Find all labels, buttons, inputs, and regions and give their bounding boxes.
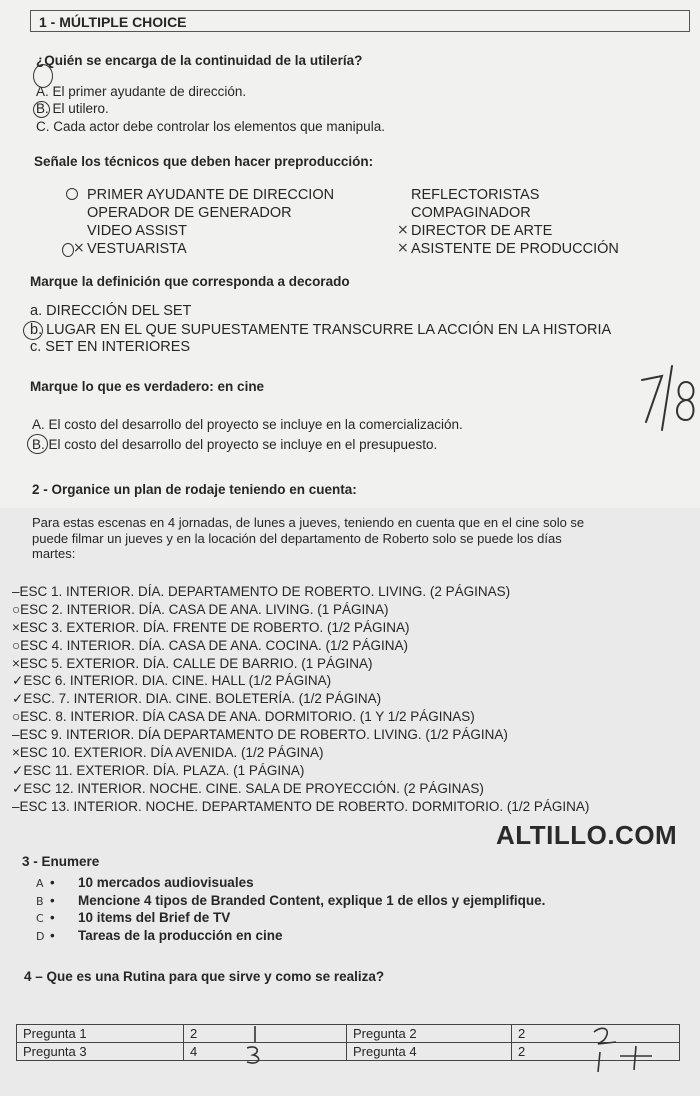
list-item (12, 583, 589, 601)
q3-question: Marque la definición que corresponda a decorado (30, 274, 350, 289)
scene-text: ESC 4. INTERIOR. DÍA. CASA DE ANA. COCINA. (1/2 PÁGINA) (20, 637, 408, 653)
q1-question: ¿Quién se encarga de la continuidad de la utilería? (36, 53, 363, 68)
q3-option-c: c. SET EN INTERIORES (30, 339, 191, 355)
scene-text: ESC 12. INTERIOR. NOCHE. CINE. SALA DE PROYECCIÓN. (2 PÁGINAS) (23, 780, 484, 796)
scene-text: ESC 13. INTERIOR. NOCHE. DEPARTAMENTO DE ROBERTO. DORMITORIO. (1/2 PÁGINA) (19, 798, 590, 814)
answer-circle-mark (33, 101, 50, 118)
handwritten-cross-mark: × (397, 222, 409, 238)
q3-option-a: a. DIRECCIÓN DEL SET (30, 303, 192, 319)
scene-mark: × (12, 655, 20, 671)
scene-mark: ○ (12, 637, 21, 653)
scene-text: ESC 6. INTERIOR. DIA. CINE. HALL (1/2 PÁGINA) (23, 673, 332, 689)
scene-mark: – (12, 727, 20, 743)
list-item (12, 726, 589, 744)
list-item (12, 780, 589, 798)
scene-mark: ○ (12, 709, 21, 725)
q2-left-4: VESTUARISTA (87, 241, 187, 257)
section3-list (36, 874, 545, 944)
item-text: Mencione 4 tipos de Branded Content, explique 1 de ellos y ejemplifique. (78, 892, 546, 908)
answer-circle-mark (27, 434, 48, 454)
scene-list (12, 583, 589, 816)
score-value: 2 (512, 1025, 680, 1043)
list-item: B • Mencione 4 tipos de Branded Content, explique 1 de ellos y ejemplifique. (36, 892, 545, 910)
q2-left-2: OPERADOR DE GENERADOR (87, 205, 292, 221)
section4-title: 4 – Que es una Rutina para que sirve y como se realiza? (24, 969, 385, 984)
scene-mark: – (12, 584, 20, 599)
item-letter: D (36, 929, 45, 943)
list-item (12, 708, 589, 726)
q2-right-4: ASISTENTE DE PRODUCCIÓN (411, 241, 619, 257)
list-item (12, 655, 589, 673)
scene-text: ESC 3. EXTERIOR. DÍA. FRENTE DE ROBERTO. (1/2 PÁGINA) (19, 619, 410, 635)
list-item (12, 690, 589, 708)
handwritten-score-marks (235, 1024, 275, 1068)
q2-right-2: COMPAGINADOR (411, 205, 531, 221)
q2-right-3: DIRECTOR DE ARTE (411, 223, 553, 239)
handwritten-cross-mark: × (73, 240, 85, 256)
list-item: C • 10 items del Brief de TV (36, 909, 545, 927)
score-value: 2 (512, 1043, 680, 1061)
scene-text: ESC. 8. INTERIOR. DÍA CASA DE ANA. DORMITORIO. (1 Y 1/2 PÁGINAS) (20, 709, 475, 725)
score-label: Pregunta 3 (17, 1043, 184, 1061)
scene-mark: ✓ (12, 673, 24, 689)
q2-right-1: REFLECTORISTAS (411, 187, 540, 203)
watermark: ALTILLO.COM (496, 820, 678, 850)
list-item (12, 744, 589, 762)
list-item (12, 672, 589, 690)
section2-intro-line1: Para estas escenas en 4 jornadas, de lunes a jueves, teniendo en cuenta que en el cine solo se (32, 515, 585, 530)
answer-circle-mark (23, 321, 43, 340)
score-value: 4 (184, 1043, 347, 1061)
list-item (12, 798, 589, 816)
q4-option-b: B. El costo del desarrollo del proyecto se incluye en el presupuesto. (32, 437, 438, 452)
score-label: Pregunta 4 (347, 1043, 512, 1061)
handwritten-grade (636, 356, 696, 436)
scene-text: ESC 5. EXTERIOR. DÍA. CALLE DE BARRIO. (1 PÁGINA) (19, 655, 373, 671)
item-text: 10 items del Brief de TV (78, 910, 231, 925)
list-item (12, 762, 589, 780)
scene-mark: × (12, 619, 20, 635)
scene-mark: ✓ (12, 780, 24, 796)
item-letter: A (36, 877, 44, 890)
section2-intro-line3: martes: (32, 546, 76, 561)
scene-text: ESC 2. INTERIOR. DÍA. CASA DE ANA. LIVING. (1 PÁGINA) (20, 601, 389, 617)
list-item (12, 601, 589, 619)
q1-option-b: B. El utilero. (36, 101, 109, 116)
scene-mark: ✓ (12, 691, 24, 707)
scene-text: ESC 9. INTERIOR. DÍA DEPARTAMENTO DE ROBERTO. LIVING. (1/2 PÁGINA) (19, 727, 508, 743)
q1-option-a: A. El primer ayudante de dirección. (36, 84, 247, 99)
list-item (12, 637, 589, 655)
handwritten-score-marks (590, 1022, 670, 1074)
q2-question: Señale los técnicos que deben hacer preproducción: (34, 154, 374, 169)
section1-title: 1 - MÚLTIPLE CHOICE (30, 10, 690, 32)
table-row (17, 1043, 680, 1061)
score-label: Pregunta 1 (17, 1025, 184, 1043)
scene-mark: × (12, 745, 20, 761)
table-row (17, 1025, 680, 1043)
q1-option-c: C. Cada actor debe controlar los elementos que manipula. (36, 119, 385, 134)
item-letter: B (36, 894, 44, 908)
scores-table (16, 1024, 680, 1061)
section2-intro-line2: puede filmar un jueves y en la locación del departamento de Roberto solo se puede los días (32, 531, 562, 546)
item-text: Tareas de la producción en cine (78, 927, 283, 943)
scene-mark: ○ (12, 601, 21, 617)
handwritten-circle-mark (66, 188, 78, 200)
scene-text: ESC 11. EXTERIOR. DÍA. PLAZA. (1 PÁGINA) (23, 762, 305, 778)
scene-text: ESC. 7. INTERIOR. DIA. CINE. BOLETERÍA. (1/2 PÁGINA) (23, 691, 382, 707)
scene-text: ESC 1. INTERIOR. DÍA. DEPARTAMENTO DE ROBERTO. LIVING. (2 PÁGINAS) (19, 584, 511, 599)
scene-mark: – (12, 798, 20, 814)
q4-option-a: A. El costo del desarrollo del proyecto se incluye en la comercialización. (32, 417, 463, 432)
list-item: A • 10 mercados audiovisuales (36, 874, 545, 892)
scene-mark: ✓ (12, 762, 24, 778)
item-letter: C (36, 912, 44, 925)
section3-title: 3 - Enumere (22, 854, 100, 869)
list-item (12, 619, 589, 637)
handwritten-circle-mark (33, 64, 53, 88)
q3-option-b: b. LUGAR EN EL QUE SUPUESTAMENTE TRANSCURRE LA ACCIÓN EN LA HISTORIA (30, 322, 612, 338)
score-label: Pregunta 2 (347, 1025, 512, 1043)
scene-text: ESC 10. EXTERIOR. DÍA AVENIDA. (1/2 PÁGINA) (19, 745, 324, 761)
item-text: 10 mercados audiovisuales (78, 875, 254, 890)
q4-question: Marque lo que es verdadero: en cine (30, 379, 265, 394)
q2-left-1: PRIMER AYUDANTE DE DIRECCION (87, 187, 335, 203)
list-item: D • Tareas de la producción en cine (36, 927, 545, 945)
score-value: 2 (184, 1025, 347, 1043)
q2-left-3: VIDEO ASSIST (87, 223, 187, 239)
handwritten-cross-mark: × (397, 240, 409, 256)
section2-title: 2 - Organice un plan de rodaje teniendo en cuenta: (32, 482, 357, 497)
